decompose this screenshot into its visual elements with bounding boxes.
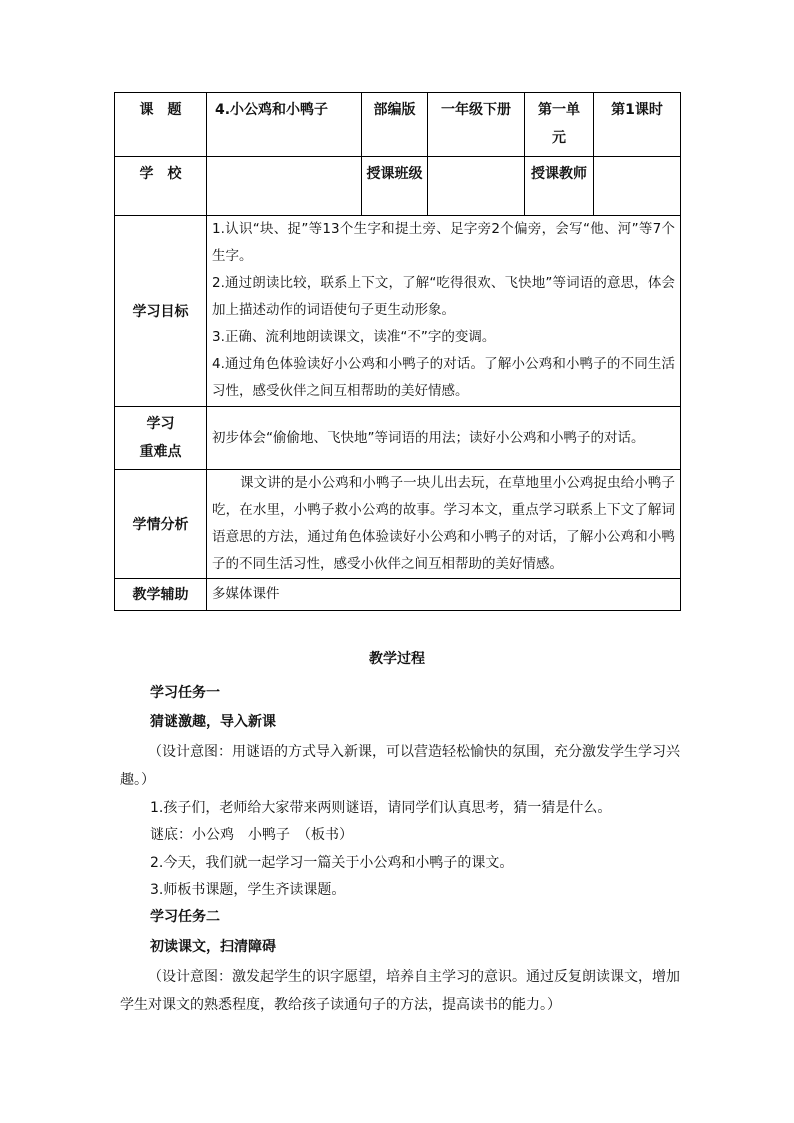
goals-label: 学习目标: [115, 216, 207, 407]
analysis-label: 学情分析: [115, 470, 207, 579]
table-row: [115, 470, 681, 579]
analysis-cell: [207, 470, 681, 579]
table-row: [115, 157, 681, 216]
topic-label: 课 题: [115, 93, 207, 157]
goal-item: 4.通过角色体验读好小公鸡和小鸭子的对话。了解小公鸡和小鸭子的不同生活习性，感受伙伴之间互相帮助的美好情感。: [212, 356, 675, 399]
goal-item: 3.正确、流利地朗读课文，读准“不”字的变调。: [212, 329, 496, 345]
task1-step1: 1.孩子们，老师给大家带来两则谜语，请同学们认真思考，猜一猜是什么。: [150, 800, 612, 816]
task2-title: 初读课文，扫清障碍: [150, 939, 276, 955]
aid-text: 多媒体课件: [207, 579, 681, 611]
teacher-label: 授课教师: [525, 157, 594, 216]
task1-answer: 谜底：小公鸡 小鸭子 （板书）: [150, 827, 353, 843]
task2-intent: （设计意图：激发起学生的识字愿望，培养自主学习的意识。通过反复朗读课文，增加学生对课文的熟悉程度，教给孩子读通句子的方法，提高读书的能力。）: [120, 969, 680, 1013]
unit-cell: 第一单元: [525, 93, 594, 157]
analysis-text: 课文讲的是小公鸡和小鸭子一块儿出去玩，在草地里小公鸡捉虫给小鸭子吃，在水里，小鸭子救小公鸡的故事。学习本文，重点学习联系上下文了解词语意思的方法，通过角色体验读好小公鸡和小鸭子的对话，了解小公鸡和小鸭子的不同生活习性，感受小伙伴之间互相帮助的美好情感。: [212, 475, 675, 572]
key-points-label-line1: 学习: [146, 416, 175, 432]
process-title: 教学过程: [369, 651, 425, 667]
class-value: [428, 157, 525, 216]
goals-cell: [207, 216, 681, 407]
key-points-text: 初步体会“偷偷地、飞快地”等词语的用法；读好小公鸡和小鸭子的对话。: [207, 407, 681, 470]
task1-intent: （设计意图：用谜语的方式导入新课，可以营造轻松愉快的氛围，充分激发学生学习兴趣。）: [120, 744, 680, 788]
goal-item: 2.通过朗读比较，联系上下文，了解“吃得很欢、飞快地”等词语的意思，体会加上描述动作的词语使句子更生动形象。: [212, 275, 675, 318]
lesson-title: 4.小公鸡和小鸭子: [207, 93, 362, 157]
key-points-label: [115, 407, 207, 470]
task2-label: 学习任务二: [150, 909, 220, 925]
class-label: 授课班级: [362, 157, 428, 216]
task1-step3: 3.师板书课题，学生齐读课题。: [150, 882, 346, 898]
period-cell: 第1课时: [594, 93, 681, 157]
goal-item: 1.认识“块、捉”等13个生字和提土旁、足字旁2个偏旁，会写“他、河”等7个生字。: [212, 221, 675, 264]
table-row: [115, 93, 681, 157]
lesson-info-table: [114, 92, 681, 611]
teacher-value: [594, 157, 681, 216]
grade-cell: 一年级下册: [428, 93, 525, 157]
table-row: [115, 216, 681, 407]
aid-label: 教学辅助: [115, 579, 207, 611]
key-points-label-line2: 重难点: [139, 444, 182, 460]
table-row: [115, 579, 681, 611]
school-value: [207, 157, 362, 216]
edition-cell: 部编版: [362, 93, 428, 157]
task1-label: 学习任务一: [150, 685, 220, 701]
task1-title: 猜谜激趣，导入新课: [150, 714, 276, 730]
task1-step2: 2.今天，我们就一起学习一篇关于小公鸡和小鸭子的课文。: [150, 855, 514, 871]
table-row: [115, 407, 681, 470]
school-label: 学 校: [115, 157, 207, 216]
